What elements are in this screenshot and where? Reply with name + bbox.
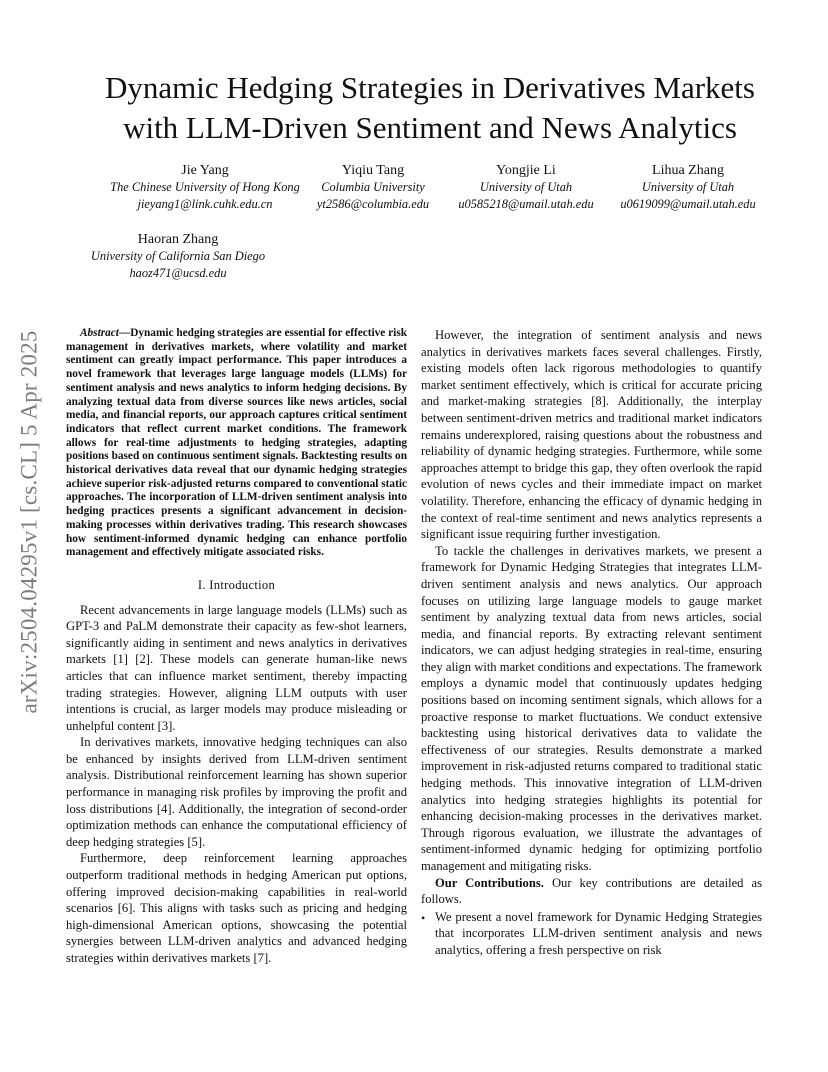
author-affiliation: University of Utah (479, 180, 573, 194)
paragraph: Furthermore, deep reinforcement learning approaches outperform traditional methods in hedging American put options, offering improved decision-making capabilities in real-world scenarios [6]. This aligns with tasks such as pricing and hedging high-dimensional American options, showcasing the potential synergies between LLM-driven analytics and advanced hedging strategies within derivatives markets [7]. (66, 851, 407, 966)
author-block (300, 162, 446, 213)
author-name: Yiqiu Tang (341, 163, 405, 178)
author-affiliation: University of Utah (641, 180, 735, 194)
abstract (66, 327, 407, 560)
author-affiliation: University of California San Diego (90, 249, 266, 263)
author-name: Haoran Zhang (137, 232, 219, 247)
author-name: Yongjie Li (496, 163, 556, 178)
bullet-icon: • (421, 910, 426, 925)
paper-title (40, 68, 820, 148)
abstract-text: —Dynamic hedging strategies are essential for effective risk management in derivatives markets, where volatility and market sentiment can greatly impact performance. This paper introduces a novel framework that leverages large language models (LLMs) for sentiment analysis and news analytics to inform hedging decisions. By analyzing textual data from diverse sources like news articles, social media, and financial reports, our approach captures critical sentiment indicators that reflect current market conditions. The framework allows for real-time adjustments to hedging strategies, adapting positions based on continuous sentiment signals. Backtesting results on historical derivatives data reveal that our dynamic hedging strategies achieve superior risk-adjusted returns compared to conventional static approaches. The incorporation of LLM-driven sentiment analysis into hedging practices presents a significant advancement in decision-making processes within derivatives trading. This research showcases how sentiment-informed dynamic hedging can enhance portfolio management and effectively mitigate associated risks. (66, 327, 407, 559)
paragraph: Recent advancements in large language models (LLMs) such as GPT-3 and PaLM demonstrate their capacity as few-shot learners, significantly aiding in sentiment and news analytics in derivatives markets [1] [2]. These models can generate human-like news articles that can influence market sentiment, thereby impacting trading strategies. However, aligning LLM outputs with user intentions is crucial, as larger models may produce misleading or unhelpful content [3]. (66, 602, 407, 733)
paragraph: To tackle the challenges in derivatives markets, we present a framework for Dynamic Hedging Strategies that integrates LLM-driven sentiment analysis and news analytics. Our approach focuses on utilizing large language models to gauge market sentiment by analyzing textual data from news articles, social media, and financial reports. By extracting relevant sentiment indicators, we can adjust hedging strategies in real-time, ensuring they align with market conditions and expectations. The framework employs a dynamic model that continuously updates hedging positions based on incoming sentiment signals, which allows for a proactive response to market fluctuations. We conduct extensive backtesting using historical derivatives data to validate the effectiveness of our strategies. Results demonstrate a marked improvement in risk-adjusted returns compared to traditional static hedging methods. This innovative integration of LLM-driven analytics into hedging strategies highlights its potential for enhancing decision-making processes in the derivatives market. Through rigorous evaluation, we illustrate the advantages of sentiment-informed dynamic hedging for optimizing portfolio management and mitigating risks. (421, 543, 762, 873)
arxiv-identifier: arXiv:2504.04295v1 [cs.CL] 5 Apr 2025 (17, 330, 42, 714)
author-email: u0619099@umail.utah.edu (620, 197, 756, 211)
author-email: jieyang1@link.cuhk.edu.cn (137, 197, 273, 211)
author-affiliation: Columbia University (321, 180, 425, 194)
abstract-label: Abstract (80, 327, 119, 339)
contributions-text: Our key contributions are detailed as follows. (421, 875, 762, 907)
author-block (62, 231, 294, 282)
author-affiliation: The Chinese University of Hong Kong (110, 180, 300, 194)
author-email: u0585218@umail.utah.edu (458, 197, 594, 211)
contributions-paragraph (421, 875, 762, 908)
author-email: yt2586@columbia.edu (316, 197, 430, 211)
paragraph: In derivatives markets, innovative hedging techniques can also be enhanced by insights derived from LLM-driven sentiment analysis. Distributional reinforcement learning has shown superior performance in managing risk profiles by improving the profit and loss distributions [4]. Additionally, the integration of second-order optimization methods can enhance the computational efficiency of deep hedging strategies [5]. (66, 735, 407, 849)
author-block (610, 162, 766, 213)
section-heading: I. Introduction (197, 577, 276, 592)
list-item-text: We present a novel framework for Dynamic Hedging Strategies that incorporates LLM-driven sentiment analysis and news analytics, offering a fresh perspective on risk (435, 909, 762, 957)
contributions-label: Our Contributions. (435, 875, 544, 890)
title-line-2: with LLM-Driven Sentiment and News Analytics (123, 110, 737, 145)
list-item (421, 909, 762, 959)
author-email: haoz471@ucsd.edu (129, 266, 227, 280)
left-column (66, 327, 407, 967)
right-column (421, 327, 762, 959)
paragraph: However, the integration of sentiment analysis and news analytics in derivatives markets faces several challenges. Firstly, existing models often lack rigorous methodologies to quantify market sentiment effectively, which is critical for accurate pricing and market-making strategies [8]. Additionally, the interplay between sentiment-driven metrics and traditional market indicators remains underexplored, raising questions about the robustness and reliability of dynamic hedging strategies. Furthermore, while some approaches attempt to bridge this gap, they often overlook the rapid evolution of news cycles and their immediate impact on market volatility. Therefore, enhancing the efficacy of dynamic hedging in the context of real-time sentiment and news analytics represents a significant issue requiring further investigation. (421, 328, 762, 542)
author-name: Jie Yang (181, 163, 229, 178)
author-block (448, 162, 604, 213)
author-name: Lihua Zhang (652, 163, 724, 178)
title-line-1: Dynamic Hedging Strategies in Derivatives Markets (105, 70, 755, 105)
